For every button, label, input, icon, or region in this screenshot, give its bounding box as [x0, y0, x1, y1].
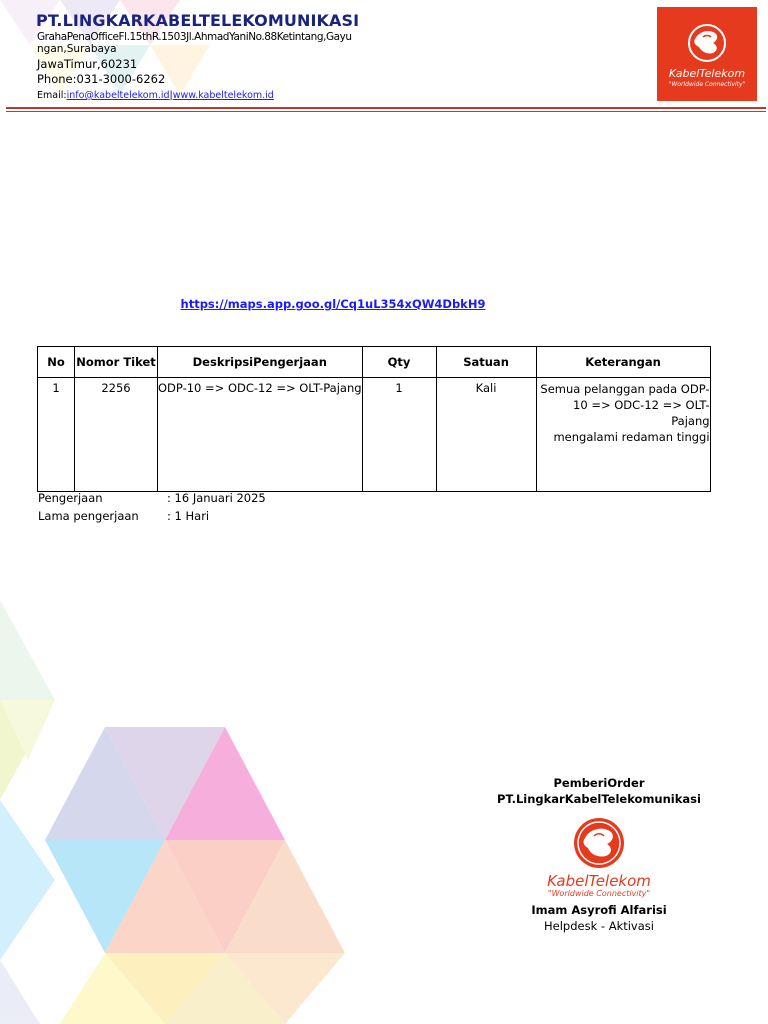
contact-line [37, 90, 274, 101]
address-line-2: ngan,Surabaya [37, 43, 117, 55]
signature-logo [540, 814, 658, 902]
contact-separator: | [169, 90, 173, 101]
globe-icon [657, 7, 757, 67]
column-header-no: No [38, 347, 75, 378]
address-line-1: GrahaPenaOfficeFl.15thR.1503Jl.AhmadYaniNo.88Ketintang,Gayu [37, 31, 352, 43]
table-row [38, 378, 711, 492]
logo-brand-text: KabelTelekom [668, 67, 746, 80]
note-line-2: 10 => ODC-12 => OLT-Pajang [573, 398, 710, 428]
column-header-ticket: Nomor Tiket [75, 347, 158, 378]
signature-title: PemberiOrder [553, 776, 645, 790]
header-divider [6, 107, 766, 109]
maps-link[interactable]: https://maps.app.goo.gl/Cq1uL354xQW4DbkH9 [180, 297, 486, 311]
signature-company: PT.LingkarKabelTelekomunikasi [497, 792, 701, 806]
cell-ticket: 2256 [75, 378, 158, 492]
signer-role: Helpdesk - Aktivasi [544, 919, 654, 933]
logo-tagline: "Worldwide Connectivity" [668, 81, 746, 88]
table-header-row [38, 347, 711, 378]
column-header-description: DeskripsiPengerjaan [158, 347, 363, 378]
email-link[interactable]: info@kabeltelekom.id [66, 90, 170, 101]
note-line-1: Semua pelanggan pada ODP- [540, 382, 710, 396]
cell-note [536, 378, 710, 492]
cell-description: ODP-10 => ODC-12 => OLT-Pajang [158, 378, 363, 492]
work-order-table [37, 346, 711, 492]
work-date-label: Pengerjaan [38, 491, 103, 505]
signature-logo-brand: KabelTelekom [547, 872, 651, 890]
email-label: Email: [37, 90, 67, 101]
phone-number: Phone:031-3000-6262 [37, 72, 166, 86]
globe-icon [540, 814, 658, 874]
header-logo [657, 7, 757, 101]
column-header-unit: Satuan [436, 347, 536, 378]
header-divider-thin [6, 111, 766, 112]
company-name: PT.LINGKARKABELTELEKOMUNIKASI [36, 11, 360, 30]
cell-unit: Kali [436, 378, 536, 492]
address-line-3: JawaTimur,60231 [37, 57, 138, 71]
website-link[interactable]: www.kabeltelekom.id [172, 90, 274, 101]
note-line-3: mengalami redaman tinggi [553, 430, 710, 444]
cell-qty: 1 [362, 378, 436, 492]
work-date-value: : 16 Januari 2025 [167, 491, 266, 505]
signer-name: Imam Asyrofi Alfarisi [531, 903, 667, 917]
work-duration-value: : 1 Hari [167, 509, 210, 523]
work-duration-label: Lama pengerjaan [38, 509, 139, 523]
cell-no: 1 [38, 378, 75, 492]
column-header-qty: Qty [362, 347, 436, 378]
column-header-note: Keterangan [536, 347, 710, 378]
signature-logo-tagline: "Worldwide Connectivity" [547, 889, 651, 898]
